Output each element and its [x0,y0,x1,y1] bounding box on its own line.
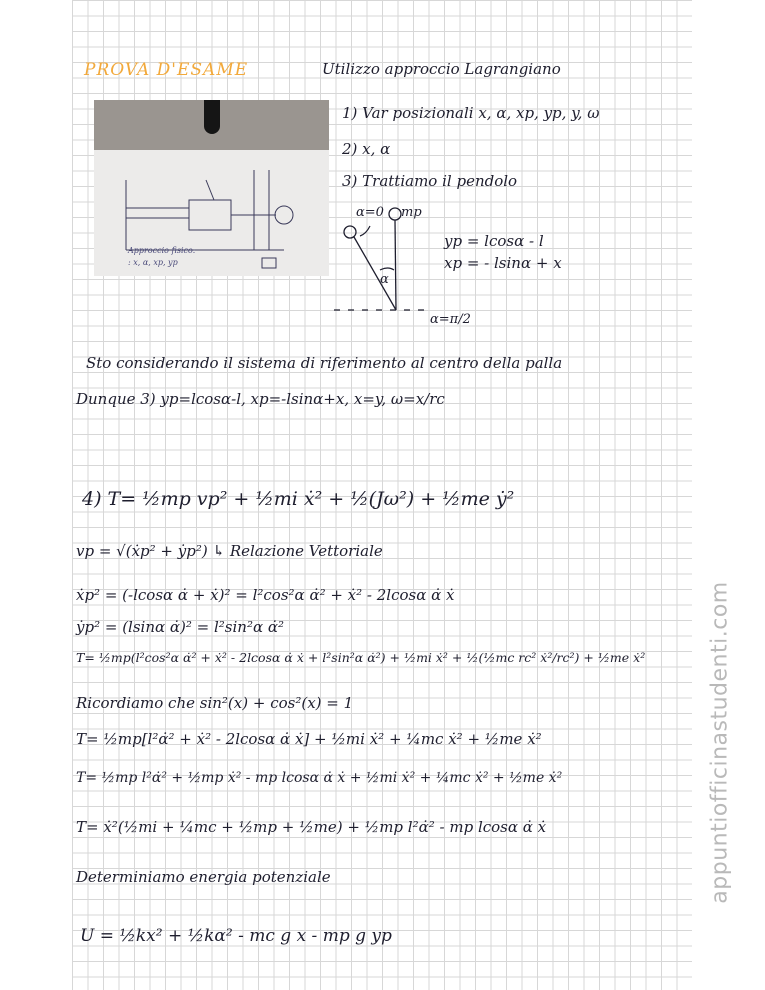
photo-label-approach: Approccio fisico: [128,246,196,255]
potential-heading: Determiniamo energia potenziale [76,868,331,886]
list-item-3: 3) Trattiamo il pendolo [342,172,518,190]
watermark [700,580,740,910]
kinetic-distributed-eq: T= ½mp l²α̇² + ½mp ẋ² - mp lcosα α̇ ẋ + ½mi ẋ² + ¼mc ẋ² + ½me ẋ² [76,770,563,786]
list-item-2: 2) x, α [342,140,391,158]
xp-dot-eq: ẋp² = (-lcosα α̇ + ẋ)² = l²cos²α α̇² + ẋ² - 2lcosα α̇ ẋ [76,586,455,604]
identity-note: Ricordiamo che sin²(x) + cos²(x) = 1 [76,694,354,712]
exam-title: PROVA D'ESAME [84,60,249,80]
velocity-eq: vp = √(ẋp² + ẏp²) ↳ Relazione Vettoriale [76,542,383,560]
dunque-line: Dunque 3) yp=lcosα-l, xp=-lsinα+x, x=y, ω=x/rc [76,390,445,408]
yp-dot-eq: ẏp² = (lsinα α̇)² = l²sin²α α̇² [76,618,285,636]
potential-energy-eq: U = ½kx² + ½kα² - mc g x - mp g yp [80,926,392,946]
alpha-zero-label: α=0 [356,205,384,220]
kinetic-energy-eq: 4) T= ½mp vp² + ½mi ẋ² + ½(Jω²) + ½me ẏ² [82,488,515,510]
yp-equation: yp = lcosα - l [444,232,544,250]
approach-note: Utilizzo approccio Lagrangiano [322,60,561,78]
photo-paper [94,150,329,276]
alpha-pi-label: α=π/2 [430,312,471,327]
list-item-1: 1) Var posizionali x, α, xp, yp, y, ω [342,104,600,122]
kinetic-final-eq: T= ẋ²(½mi + ¼mc + ½mp + ½me) + ½mp l²α̇² - mp lcosα α̇ ẋ [76,818,547,836]
watermark-text: appuntiofficinastudenti.com [707,581,733,904]
xp-equation: xp = - lsinα + x [444,254,562,272]
mass-label: mp [401,205,422,220]
photo-label-vars: : x, α, xp, yp [128,258,178,267]
reference-note: Sto considerando il sistema di riferimento al centro della palla [86,354,563,372]
pen-image [204,100,220,134]
kinetic-simplified-eq: T= ½mp[l²α̇² + ẋ² - 2lcosα α̇ ẋ] + ½mi ẋ² + ¼mc ẋ² + ½me ẋ² [76,730,542,748]
kinetic-expanded-eq: T= ½mp(l²cos²α α̇² + ẋ² - 2lcosα α̇ ẋ + l²sin²α α̇²) + ½mi ẋ² + ½(½mc rc² ẋ²/rc²) + ½me ẋ² [76,650,646,665]
alpha-label: α [380,272,389,287]
exercise-photo [94,100,329,276]
